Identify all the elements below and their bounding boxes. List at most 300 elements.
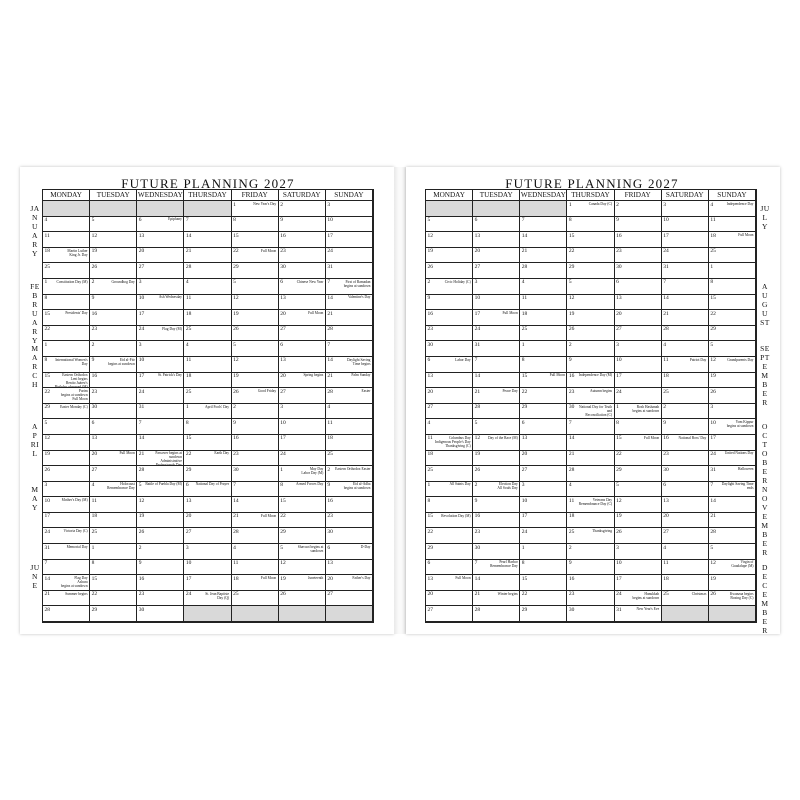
day-cell — [662, 575, 709, 591]
date-number: 6 — [427, 560, 431, 567]
month-label: AUGUST — [760, 282, 770, 327]
date-number: 31 — [44, 544, 50, 551]
date-number: 11 — [185, 357, 192, 364]
day-cell — [232, 248, 279, 264]
day-cell — [279, 513, 326, 529]
date-number: 14 — [663, 295, 669, 302]
date-number: 19 — [280, 575, 286, 582]
holiday-note: National Day of Prayer — [195, 482, 230, 487]
day-cell — [426, 341, 473, 357]
date-number: 27 — [91, 466, 98, 473]
date-number: 20 — [427, 591, 433, 598]
day-cell — [279, 279, 326, 295]
date-number: 7 — [44, 560, 48, 567]
day-cell — [90, 482, 137, 498]
date-number: 12 — [280, 560, 286, 567]
date-number: 16 — [568, 373, 575, 380]
day-cell — [232, 466, 279, 482]
date-number: 3 — [138, 341, 142, 348]
date-number: 18 — [91, 513, 98, 520]
date-number: 8 — [616, 419, 619, 426]
holiday-note: Labor Day — [455, 357, 471, 362]
date-number: 27 — [521, 466, 528, 473]
date-number: 4 — [233, 544, 236, 551]
date-number: 17 — [185, 575, 192, 582]
date-number: 12 — [91, 232, 98, 239]
date-number: 5 — [710, 341, 714, 348]
date-number: 14 — [327, 295, 333, 302]
day-cell — [90, 310, 137, 326]
date-number: 15 — [521, 575, 528, 582]
date-number: 26 — [280, 591, 286, 598]
day-cell — [426, 388, 473, 404]
day-cell — [137, 248, 184, 264]
date-number: 23 — [616, 248, 622, 255]
day-cell — [567, 326, 614, 342]
day-cell — [279, 263, 326, 279]
day-cell — [184, 404, 231, 420]
date-number: 5 — [233, 279, 236, 286]
date-number: 7 — [474, 560, 478, 567]
day-cell — [662, 482, 709, 498]
date-number: 18 — [185, 373, 192, 380]
empty-day-cell — [520, 201, 567, 217]
day-cell — [567, 388, 614, 404]
holiday-note: Full Moon — [738, 232, 754, 237]
date-number: 1 — [44, 341, 48, 348]
date-number: 27 — [138, 263, 145, 270]
day-cell — [326, 295, 373, 311]
day-cell — [615, 560, 662, 576]
day-cell — [426, 217, 473, 233]
holiday-note: Good Friday — [257, 388, 277, 393]
day-cell — [426, 310, 473, 326]
day-cell — [615, 451, 662, 467]
day-header: THURSDAY — [567, 190, 614, 201]
date-number: 16 — [91, 373, 98, 380]
day-cell — [473, 513, 520, 529]
date-number: 10 — [280, 419, 286, 426]
date-number: 23 — [91, 388, 98, 395]
date-number: 29 — [280, 528, 286, 535]
day-cell — [90, 466, 137, 482]
day-cell — [43, 263, 90, 279]
day-cell — [232, 373, 279, 389]
day-cell — [90, 404, 137, 420]
empty-day-cell — [232, 606, 279, 622]
day-cell — [520, 263, 567, 279]
date-number: 17 — [327, 232, 333, 239]
date-number: 13 — [427, 373, 433, 380]
date-number: 15 — [44, 310, 50, 317]
date-number: 20 — [474, 248, 481, 255]
day-cell — [326, 217, 373, 233]
day-cell — [615, 388, 662, 404]
day-cell — [279, 326, 326, 342]
day-cell — [326, 451, 373, 467]
day-cell — [615, 326, 662, 342]
date-number: 21 — [327, 373, 333, 380]
day-cell — [326, 482, 373, 498]
date-number: 29 — [521, 606, 528, 613]
day-cell — [43, 606, 90, 622]
day-cell — [709, 528, 756, 544]
day-cell — [184, 310, 231, 326]
date-number: 10 — [327, 217, 333, 224]
date-number: 25 — [91, 528, 98, 535]
day-cell — [426, 357, 473, 373]
day-cell — [473, 295, 520, 311]
day-cell — [473, 451, 520, 467]
date-number: 9 — [327, 482, 331, 489]
date-number: 29 — [233, 263, 239, 270]
date-number: 9 — [91, 357, 95, 364]
date-number: 15 — [427, 513, 433, 520]
date-number: 7 — [138, 419, 142, 426]
holiday-note: Full Moon — [260, 576, 277, 581]
right-calendar-grid — [425, 189, 757, 623]
day-cell — [184, 544, 231, 560]
day-cell — [426, 326, 473, 342]
day-cell — [520, 419, 567, 435]
date-number: 5 — [280, 544, 283, 551]
date-number: 2 — [138, 544, 142, 551]
date-number: 17 — [44, 513, 50, 520]
date-number: 30 — [327, 528, 333, 535]
day-cell — [232, 232, 279, 248]
month-label: OCTOBER — [762, 422, 768, 486]
day-cell — [709, 217, 756, 233]
day-cell — [473, 606, 520, 622]
date-number: 14 — [327, 357, 333, 364]
day-cell — [137, 326, 184, 342]
date-number: 22 — [521, 591, 528, 598]
day-cell — [279, 310, 326, 326]
holiday-note: Full Moon — [502, 310, 518, 315]
date-number: 16 — [663, 435, 669, 442]
day-cell — [709, 373, 756, 389]
date-number: 16 — [474, 513, 481, 520]
date-number: 30 — [616, 263, 622, 270]
date-number: 17 — [138, 373, 145, 380]
day-header: MONDAY — [43, 190, 90, 201]
date-number: 24 — [663, 248, 669, 255]
date-number: 11 — [233, 560, 239, 567]
date-number: 15 — [710, 295, 716, 302]
day-cell — [567, 341, 614, 357]
date-number: 28 — [568, 466, 575, 473]
day-cell — [326, 357, 373, 373]
date-number: 5 — [616, 482, 619, 489]
date-number: 20 — [616, 310, 622, 317]
date-number: 22 — [568, 248, 575, 255]
date-number: 23 — [327, 513, 333, 520]
date-number: 16 — [327, 497, 333, 504]
date-number: 31 — [327, 263, 333, 270]
day-cell — [662, 544, 709, 560]
holiday-note: Virgin of Guadalupe (M) — [731, 560, 754, 569]
day-cell — [473, 435, 520, 451]
day-cell — [90, 591, 137, 607]
day-cell — [279, 373, 326, 389]
date-number: 26 — [710, 388, 716, 395]
date-number: 23 — [474, 528, 481, 535]
holiday-note: Election Day All Souls Day — [497, 482, 518, 491]
date-number: 29 — [427, 544, 433, 551]
date-number: 10 — [616, 560, 622, 567]
date-number: 1 — [280, 466, 283, 473]
day-cell — [520, 435, 567, 451]
holiday-note: Eid al-Adha begins at sundown — [343, 482, 371, 491]
day-cell — [662, 419, 709, 435]
date-number: 15 — [185, 435, 192, 442]
holiday-note: Flag Day Ashura begins at sundown — [60, 576, 88, 589]
day-cell — [184, 263, 231, 279]
day-cell — [709, 419, 756, 435]
date-number: 1 — [91, 544, 95, 551]
day-cell — [326, 591, 373, 607]
date-number: 9 — [616, 217, 619, 224]
date-number: 25 — [568, 528, 575, 535]
day-cell — [426, 279, 473, 295]
empty-day-cell — [184, 606, 231, 622]
holiday-note: May Day Labor Day (M) — [301, 466, 324, 475]
day-cell — [567, 435, 614, 451]
date-number: 28 — [521, 263, 528, 270]
day-cell — [137, 513, 184, 529]
holiday-note: Pearl Harbor Remembrance Day — [490, 560, 518, 569]
date-number: 13 — [663, 497, 669, 504]
day-cell — [567, 232, 614, 248]
day-cell — [184, 279, 231, 295]
date-number: 24 — [44, 528, 50, 535]
holiday-note: Veterans Day Remembrance Day (C) — [578, 498, 613, 507]
date-number: 24 — [474, 326, 481, 333]
day-cell — [232, 575, 279, 591]
day-cell — [232, 326, 279, 342]
date-number: 18 — [521, 310, 528, 317]
date-number: 17 — [521, 513, 528, 520]
day-cell — [43, 482, 90, 498]
date-number: 24 — [521, 528, 528, 535]
day-cell — [520, 404, 567, 420]
date-number: 30 — [233, 466, 239, 473]
holiday-note: Patriot Day — [689, 357, 707, 362]
holiday-note: Groundhog Day — [111, 279, 135, 284]
day-cell — [473, 466, 520, 482]
day-cell — [520, 497, 567, 513]
day-header: WEDNESDAY — [520, 191, 566, 199]
day-cell — [662, 248, 709, 264]
date-number: 7 — [233, 482, 236, 489]
day-cell — [426, 560, 473, 576]
day-cell — [662, 591, 709, 607]
holiday-note: Victoria Day (C) — [63, 529, 88, 534]
day-cell — [232, 451, 279, 467]
day-cell — [615, 310, 662, 326]
day-cell — [326, 232, 373, 248]
date-number: 21 — [568, 451, 575, 457]
date-number: 21 — [233, 513, 239, 520]
date-number: 6 — [91, 419, 95, 426]
date-number: 6 — [138, 217, 142, 224]
date-number: 25 — [185, 326, 192, 333]
spiral-gutter — [394, 167, 406, 634]
day-cell — [326, 263, 373, 279]
day-cell — [43, 248, 90, 264]
month-label: JANUARY — [30, 204, 40, 258]
date-number: 22 — [44, 326, 50, 333]
date-number: 11 — [663, 560, 669, 567]
day-cell — [90, 357, 137, 373]
day-cell — [426, 451, 473, 467]
date-number: 13 — [616, 295, 622, 302]
date-number: 7 — [710, 482, 714, 489]
date-number: 16 — [568, 575, 575, 582]
day-cell — [279, 341, 326, 357]
date-number: 3 — [616, 544, 619, 551]
date-number: 19 — [568, 310, 575, 317]
day-cell — [662, 404, 709, 420]
day-cell — [137, 373, 184, 389]
date-number: 12 — [616, 497, 622, 504]
day-cell — [232, 482, 279, 498]
day-cell — [90, 217, 137, 233]
date-number: 1 — [233, 201, 236, 208]
day-cell — [473, 560, 520, 576]
date-number: 18 — [710, 232, 716, 239]
day-cell — [567, 419, 614, 435]
date-number: 18 — [427, 451, 433, 457]
date-number: 8 — [710, 279, 714, 286]
day-cell — [567, 575, 614, 591]
date-number: 15 — [521, 373, 528, 380]
date-number: 31 — [138, 404, 145, 411]
date-number: 1 — [44, 279, 48, 286]
date-number: 12 — [568, 295, 575, 302]
day-cell — [90, 388, 137, 404]
day-cell — [90, 575, 137, 591]
day-cell — [326, 388, 373, 404]
day-cell — [137, 295, 184, 311]
day-cell — [662, 373, 709, 389]
day-cell — [709, 263, 756, 279]
day-cell — [615, 232, 662, 248]
date-number: 10 — [710, 419, 716, 426]
holiday-note: Easter Monday (C) — [60, 404, 88, 409]
day-cell — [137, 497, 184, 513]
date-number: 31 — [474, 341, 481, 348]
day-cell — [426, 373, 473, 389]
day-cell — [709, 357, 756, 373]
day-cell — [567, 357, 614, 373]
day-cell — [567, 310, 614, 326]
date-number: 16 — [427, 310, 433, 317]
date-number: 25 — [44, 263, 50, 270]
date-number: 13 — [327, 560, 333, 567]
holiday-note: D-Day — [360, 544, 371, 549]
day-cell — [232, 419, 279, 435]
month-label: MAY — [31, 484, 39, 512]
date-number: 28 — [710, 528, 716, 535]
day-cell — [473, 341, 520, 357]
date-number: 13 — [280, 357, 286, 364]
date-number: 23 — [233, 451, 239, 457]
day-cell — [43, 435, 90, 451]
day-cell — [520, 357, 567, 373]
day-cell — [184, 497, 231, 513]
date-number: 8 — [91, 560, 95, 567]
day-cell — [426, 482, 473, 498]
date-number: 16 — [91, 310, 98, 317]
date-number: 21 — [710, 513, 716, 520]
date-number: 25 — [327, 451, 333, 457]
day-cell — [662, 279, 709, 295]
day-cell — [326, 528, 373, 544]
holiday-note: Daylight Saving Time ends — [721, 482, 754, 491]
date-number: 17 — [663, 232, 669, 239]
day-cell — [184, 451, 231, 467]
day-cell — [567, 263, 614, 279]
date-number: 5 — [91, 217, 95, 224]
day-cell — [426, 544, 473, 560]
holiday-note: Armed Forces Day — [295, 482, 324, 487]
empty-day-cell — [184, 201, 231, 217]
holiday-note: Martin Luther King Jr. Day — [67, 248, 88, 257]
date-number: 15 — [280, 497, 286, 504]
day-cell — [90, 341, 137, 357]
day-cell — [426, 466, 473, 482]
date-number: 20 — [427, 388, 433, 395]
date-number: 18 — [663, 575, 669, 582]
date-number: 17 — [710, 435, 716, 442]
empty-day-cell — [473, 201, 520, 217]
day-cell — [615, 419, 662, 435]
day-cell — [520, 279, 567, 295]
empty-day-cell — [326, 606, 373, 622]
day-cell — [709, 482, 756, 498]
date-number: 5 — [138, 482, 142, 489]
date-number: 27 — [185, 528, 192, 535]
date-number: 20 — [663, 513, 669, 520]
date-number: 21 — [44, 591, 50, 598]
date-number: 29 — [91, 606, 98, 613]
day-cell — [43, 466, 90, 482]
date-number: 1 — [521, 544, 525, 551]
day-cell — [184, 466, 231, 482]
holiday-note: St. Jean Baptiste Day (Q) — [205, 591, 230, 600]
date-number: 27 — [427, 404, 433, 411]
day-cell — [90, 373, 137, 389]
date-number: 24 — [138, 388, 145, 395]
date-number: 16 — [138, 575, 145, 582]
day-cell — [426, 419, 473, 435]
day-cell — [43, 341, 90, 357]
date-number: 30 — [427, 341, 433, 348]
day-cell — [137, 357, 184, 373]
date-number: 20 — [91, 451, 98, 457]
month-label: SEPTEMBER — [760, 344, 770, 408]
day-cell — [279, 591, 326, 607]
date-number: 4 — [44, 217, 48, 224]
day-cell — [90, 528, 137, 544]
day-cell — [473, 419, 520, 435]
date-number: 23 — [91, 326, 98, 333]
holiday-note: Grandparents Day — [727, 357, 754, 362]
day-cell — [137, 528, 184, 544]
day-cell — [473, 232, 520, 248]
date-number: 27 — [474, 263, 481, 270]
